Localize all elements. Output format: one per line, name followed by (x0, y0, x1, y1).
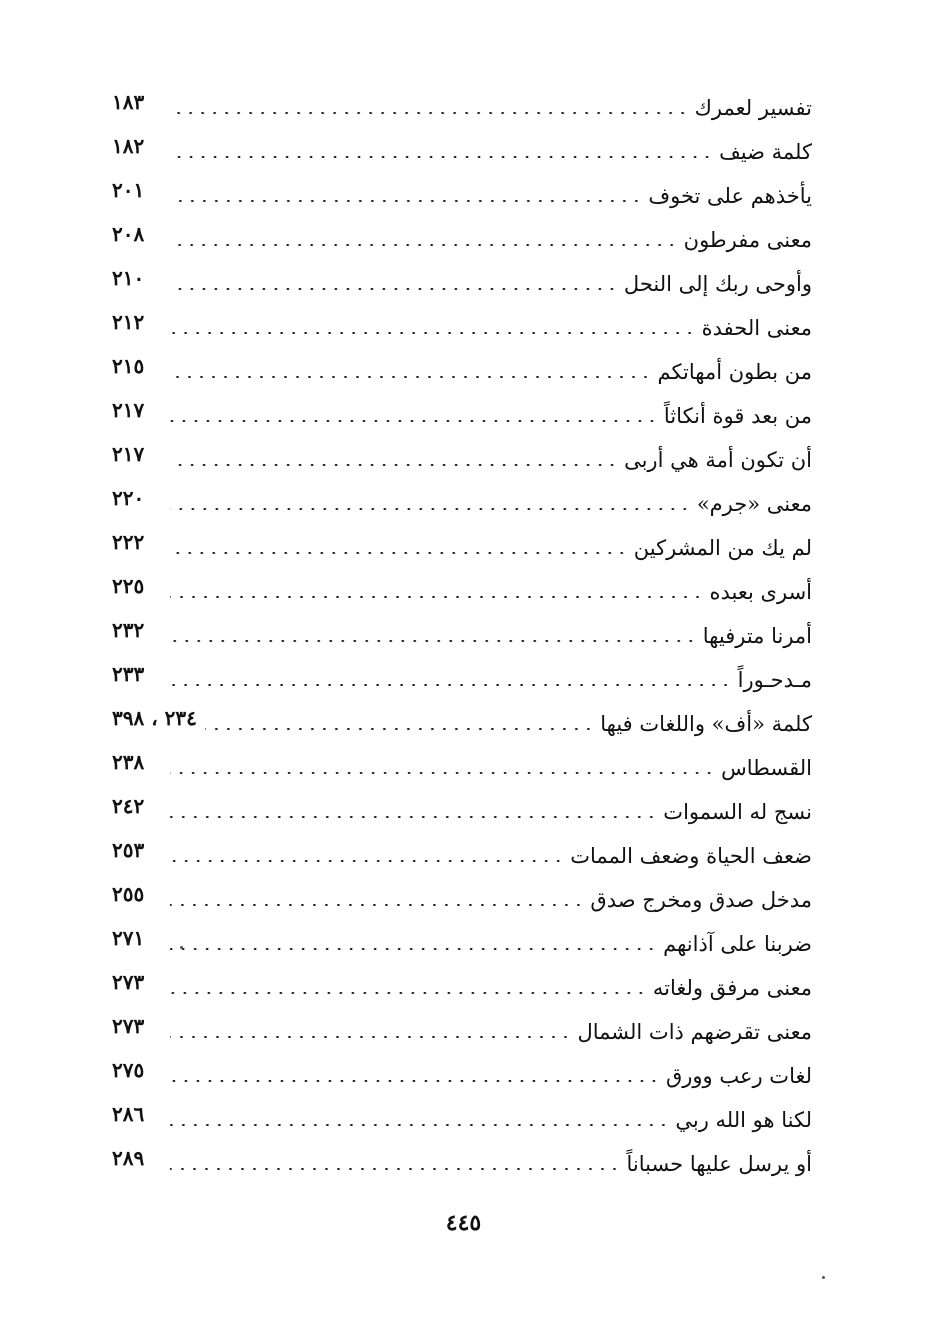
toc-dot-leader (170, 904, 584, 906)
toc-entry-page: ٢٢٢ (112, 530, 145, 554)
toc-entry-page: ١٨٣ (112, 90, 145, 114)
toc-entry-title: معنى مرفق ولغاته (652, 976, 812, 1000)
toc-dot-leader (170, 816, 657, 818)
toc-entry-page: ٢٠٨ (112, 222, 145, 246)
toc-entry-title: معنى تقرضهم ذات الشمال (577, 1020, 812, 1044)
toc-entry (112, 1054, 812, 1098)
toc-entry (112, 658, 812, 702)
toc-dot-leader (170, 640, 697, 642)
toc-entry-title: ضعف الحياة وضعف الممات (570, 844, 812, 868)
toc-dot-leader (170, 464, 618, 466)
toc-entry-page: ٢٧١ (112, 926, 145, 950)
toc-entry-page: ٢٣٨ (112, 750, 145, 774)
toc-entry (112, 350, 812, 394)
toc-entry (112, 1010, 812, 1054)
toc-dot-leader (170, 684, 732, 686)
toc-entry-page: ٢١٢ (112, 310, 145, 334)
toc-entry-page: ٢١٥ (112, 354, 145, 378)
toc-entry-title: أن تكون أمة هي أربى (624, 448, 812, 472)
toc-entry-page: ٢٥٥ (112, 882, 145, 906)
toc-entry-title: مـدحـوراً (737, 668, 812, 692)
toc-entry-title: من بعد قوة أنكاثاً (663, 404, 812, 428)
toc-entry (112, 702, 812, 746)
toc-entry (112, 86, 812, 130)
toc-entry-title: وأوحى ربك إلى النحل (623, 272, 812, 296)
toc-dot-leader (170, 508, 691, 510)
toc-entry-page: ٢٣٢ (112, 618, 145, 642)
toc-entry-title: نسج له السموات (663, 800, 812, 824)
toc-entry-page: ١٨٢ (112, 134, 145, 158)
toc-entry (112, 834, 812, 878)
toc-entry-page: ٢٢٥ (112, 574, 145, 598)
toc-dot-leader (170, 244, 678, 246)
toc-entry-title: أسرى بعبده (709, 580, 812, 604)
toc-entry-title: يأخذهم على تخوف (648, 184, 812, 208)
toc-entry (112, 1142, 812, 1186)
toc-entry (112, 262, 812, 306)
toc-entry (112, 394, 812, 438)
toc-dot-leader (170, 772, 715, 774)
table-of-contents (112, 86, 812, 1186)
toc-entry-title: معنى مفرطون (683, 228, 812, 252)
toc-entry (112, 438, 812, 482)
toc-entry-title: لم يك من المشركين (633, 536, 812, 560)
page-number: ٤٤٥ (445, 1210, 482, 1236)
toc-entry-page: ٢٢٠ (112, 486, 145, 510)
toc-entry-title: كلمة «أف» واللغات فيها (600, 712, 812, 736)
toc-entry-title: ضربنا على آذانهم (663, 932, 812, 956)
toc-dot-leader (170, 1080, 660, 1082)
scan-speck (822, 1276, 825, 1279)
toc-dot-leader (170, 376, 651, 378)
toc-entry (112, 306, 812, 350)
toc-entry (112, 966, 812, 1010)
toc-entry-title: أو يرسل عليها حسباناً (626, 1152, 812, 1176)
toc-dot-leader (170, 1124, 669, 1126)
toc-entry-page: ٢٧٥ (112, 1058, 145, 1082)
toc-entry-page: ٢١٧ (112, 442, 145, 466)
toc-dot-leader (170, 992, 647, 994)
toc-entry-page: ٢٠١ (112, 178, 145, 202)
toc-dot-leader (170, 332, 696, 334)
toc-entry (112, 922, 812, 966)
toc-entry (112, 878, 812, 922)
toc-entry (112, 570, 812, 614)
toc-entry-page: ٢٧٣ (112, 1014, 145, 1038)
toc-entry-title: كلمة ضيف (719, 140, 812, 164)
toc-entry (112, 130, 812, 174)
toc-dot-leader (170, 420, 658, 422)
toc-entry-page: ٢٣٣ (112, 662, 145, 686)
toc-dot-leader (170, 156, 713, 158)
toc-entry (112, 614, 812, 658)
toc-entry (112, 1098, 812, 1142)
toc-entry-title: معنى «جرم» (696, 492, 812, 516)
toc-dot-leader (170, 1168, 620, 1170)
toc-entry-title: لكنا هو الله ربي (675, 1108, 812, 1132)
toc-dot-leader (170, 200, 642, 202)
scan-speck (180, 946, 183, 949)
toc-dot-leader (170, 1036, 571, 1038)
toc-entry-title: لغات رعب وورق (665, 1064, 812, 1088)
toc-entry (112, 482, 812, 526)
toc-entry-page: ٢٧٣ (112, 970, 145, 994)
toc-entry-page: ٢١٠ (112, 266, 145, 290)
toc-entry (112, 526, 812, 570)
toc-entry-title: القسطاس (721, 756, 812, 780)
toc-entry (112, 218, 812, 262)
toc-entry-page: ٢٣٤ ، ٣٩٨ (112, 706, 197, 730)
toc-entry-page: ٢٨٦ (112, 1102, 145, 1126)
toc-dot-leader (170, 552, 628, 554)
toc-entry (112, 746, 812, 790)
toc-entry-title: من بطون أمهاتكم (657, 360, 812, 384)
toc-entry (112, 174, 812, 218)
toc-dot-leader (170, 860, 564, 862)
toc-entry-title: معنى الحفدة (701, 316, 812, 340)
toc-entry-title: مدخل صدق ومخرج صدق (590, 888, 812, 912)
toc-entry-page: ٢٤٢ (112, 794, 145, 818)
toc-entry (112, 790, 812, 834)
toc-entry-title: أمرنا مترفيها (702, 624, 812, 648)
toc-entry-title: تفسير لعمرك (694, 96, 812, 120)
toc-dot-leader (170, 596, 704, 598)
toc-dot-leader (170, 112, 689, 114)
toc-dot-leader (170, 948, 657, 950)
toc-entry-page: ٢٨٩ (112, 1146, 145, 1170)
toc-dot-leader (205, 728, 594, 730)
toc-entry-page: ٢٥٣ (112, 838, 145, 862)
toc-dot-leader (170, 288, 618, 290)
toc-entry-page: ٢١٧ (112, 398, 145, 422)
